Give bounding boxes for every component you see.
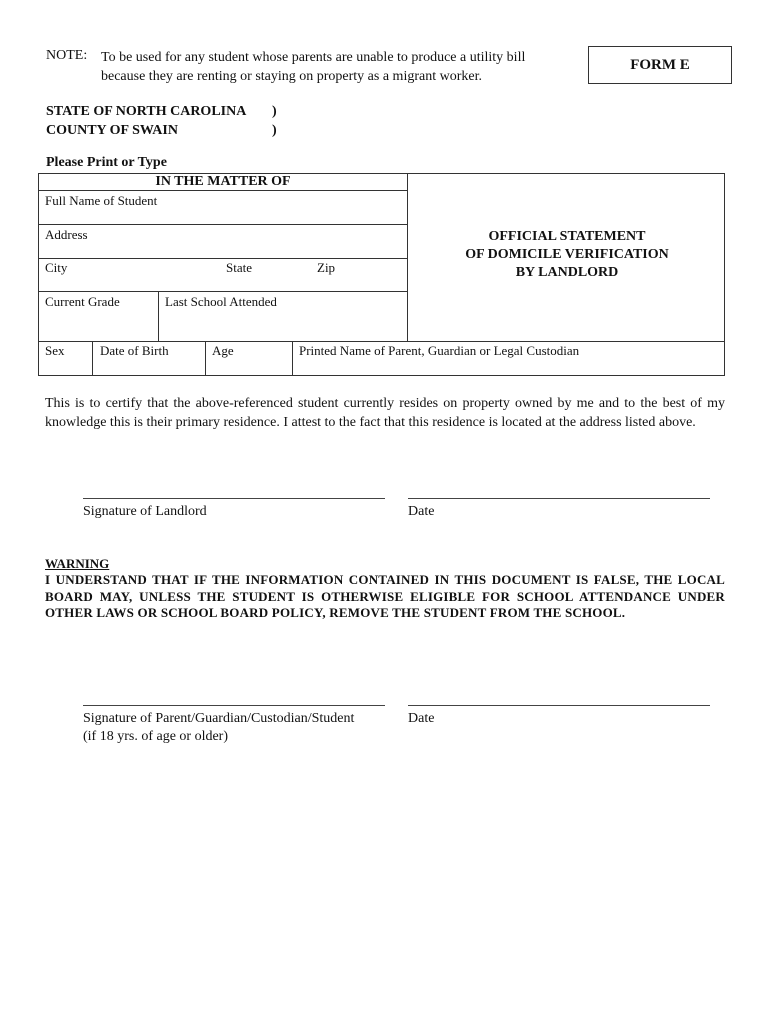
note-label: NOTE: xyxy=(46,48,88,63)
full-name-field[interactable]: Full Name of Student xyxy=(45,193,158,208)
parent-name-field[interactable]: Printed Name of Parent, Guardian or Legal Custodian xyxy=(299,343,580,358)
landlord-date-label: Date xyxy=(408,504,435,519)
warning-text: I UNDERSTAND THAT IF THE INFORMATION CONTAINED IN THIS DOCUMENT IS FALSE, THE LOCAL BOARD MAY, UNLESS THE STUDENT IS OTHERWISE ELIGIBLE FOR SCHOOL ATTENDANCE UNDER OTHER LAWS OR SCHOOL BOARD POLICY, REMOVE THE STUDENT FROM THE SCHOOL. xyxy=(45,572,725,620)
address-field[interactable]: Address xyxy=(45,227,88,242)
county-name: COUNTY OF SWAIN xyxy=(46,123,178,138)
state-name: STATE OF NORTH CAROLINA xyxy=(46,104,247,119)
parent-signature-label: Signature of Parent/Guardian/Custodian/Student xyxy=(83,711,355,726)
landlord-date-line[interactable] xyxy=(408,498,710,499)
official-statement-title xyxy=(410,228,724,282)
matter-title: IN THE MATTER OF xyxy=(155,174,291,189)
landlord-signature-label: Signature of Landlord xyxy=(83,504,207,519)
age-field[interactable]: Age xyxy=(212,343,234,358)
official-line-3: BY LANDLORD xyxy=(515,265,619,280)
official-line-1: OFFICIAL STATEMENT xyxy=(488,229,646,244)
parent-signature-line[interactable] xyxy=(83,705,385,706)
city-field[interactable]: City xyxy=(45,260,68,275)
parent-date-line[interactable] xyxy=(408,705,710,706)
current-grade-field[interactable]: Current Grade xyxy=(45,294,120,309)
last-school-field[interactable]: Last School Attended xyxy=(165,294,277,309)
sex-field[interactable]: Sex xyxy=(45,343,65,358)
parent-date-label: Date xyxy=(408,711,435,726)
note-text: To be used for any student whose parents are unable to produce a utility bill because they are renting or staying on property as a migrant worker. xyxy=(101,50,526,84)
form-id-box xyxy=(588,46,732,84)
county-paren: ) xyxy=(272,123,277,138)
dob-field[interactable]: Date of Birth xyxy=(100,343,169,358)
jurisdiction-block xyxy=(46,102,277,140)
warning-title: WARNING xyxy=(45,556,110,571)
state-paren: ) xyxy=(272,104,277,119)
certification-text: This is to certify that the above-referenced student currently resides on property owned by me and to the best of my knowledge this is their primary residence. I attest to the fact that this residence is located at the address listed above. xyxy=(45,396,725,430)
parent-signature-block xyxy=(83,710,354,746)
zip-field[interactable]: Zip xyxy=(317,260,336,275)
parent-signature-note: (if 18 yrs. of age or older) xyxy=(83,729,229,744)
official-line-2: OF DOMICILE VERIFICATION xyxy=(465,247,669,262)
form-id: FORM E xyxy=(630,56,690,73)
print-instruction: Please Print or Type xyxy=(46,155,167,170)
state-field[interactable]: State xyxy=(226,260,252,275)
landlord-signature-line[interactable] xyxy=(83,498,385,499)
